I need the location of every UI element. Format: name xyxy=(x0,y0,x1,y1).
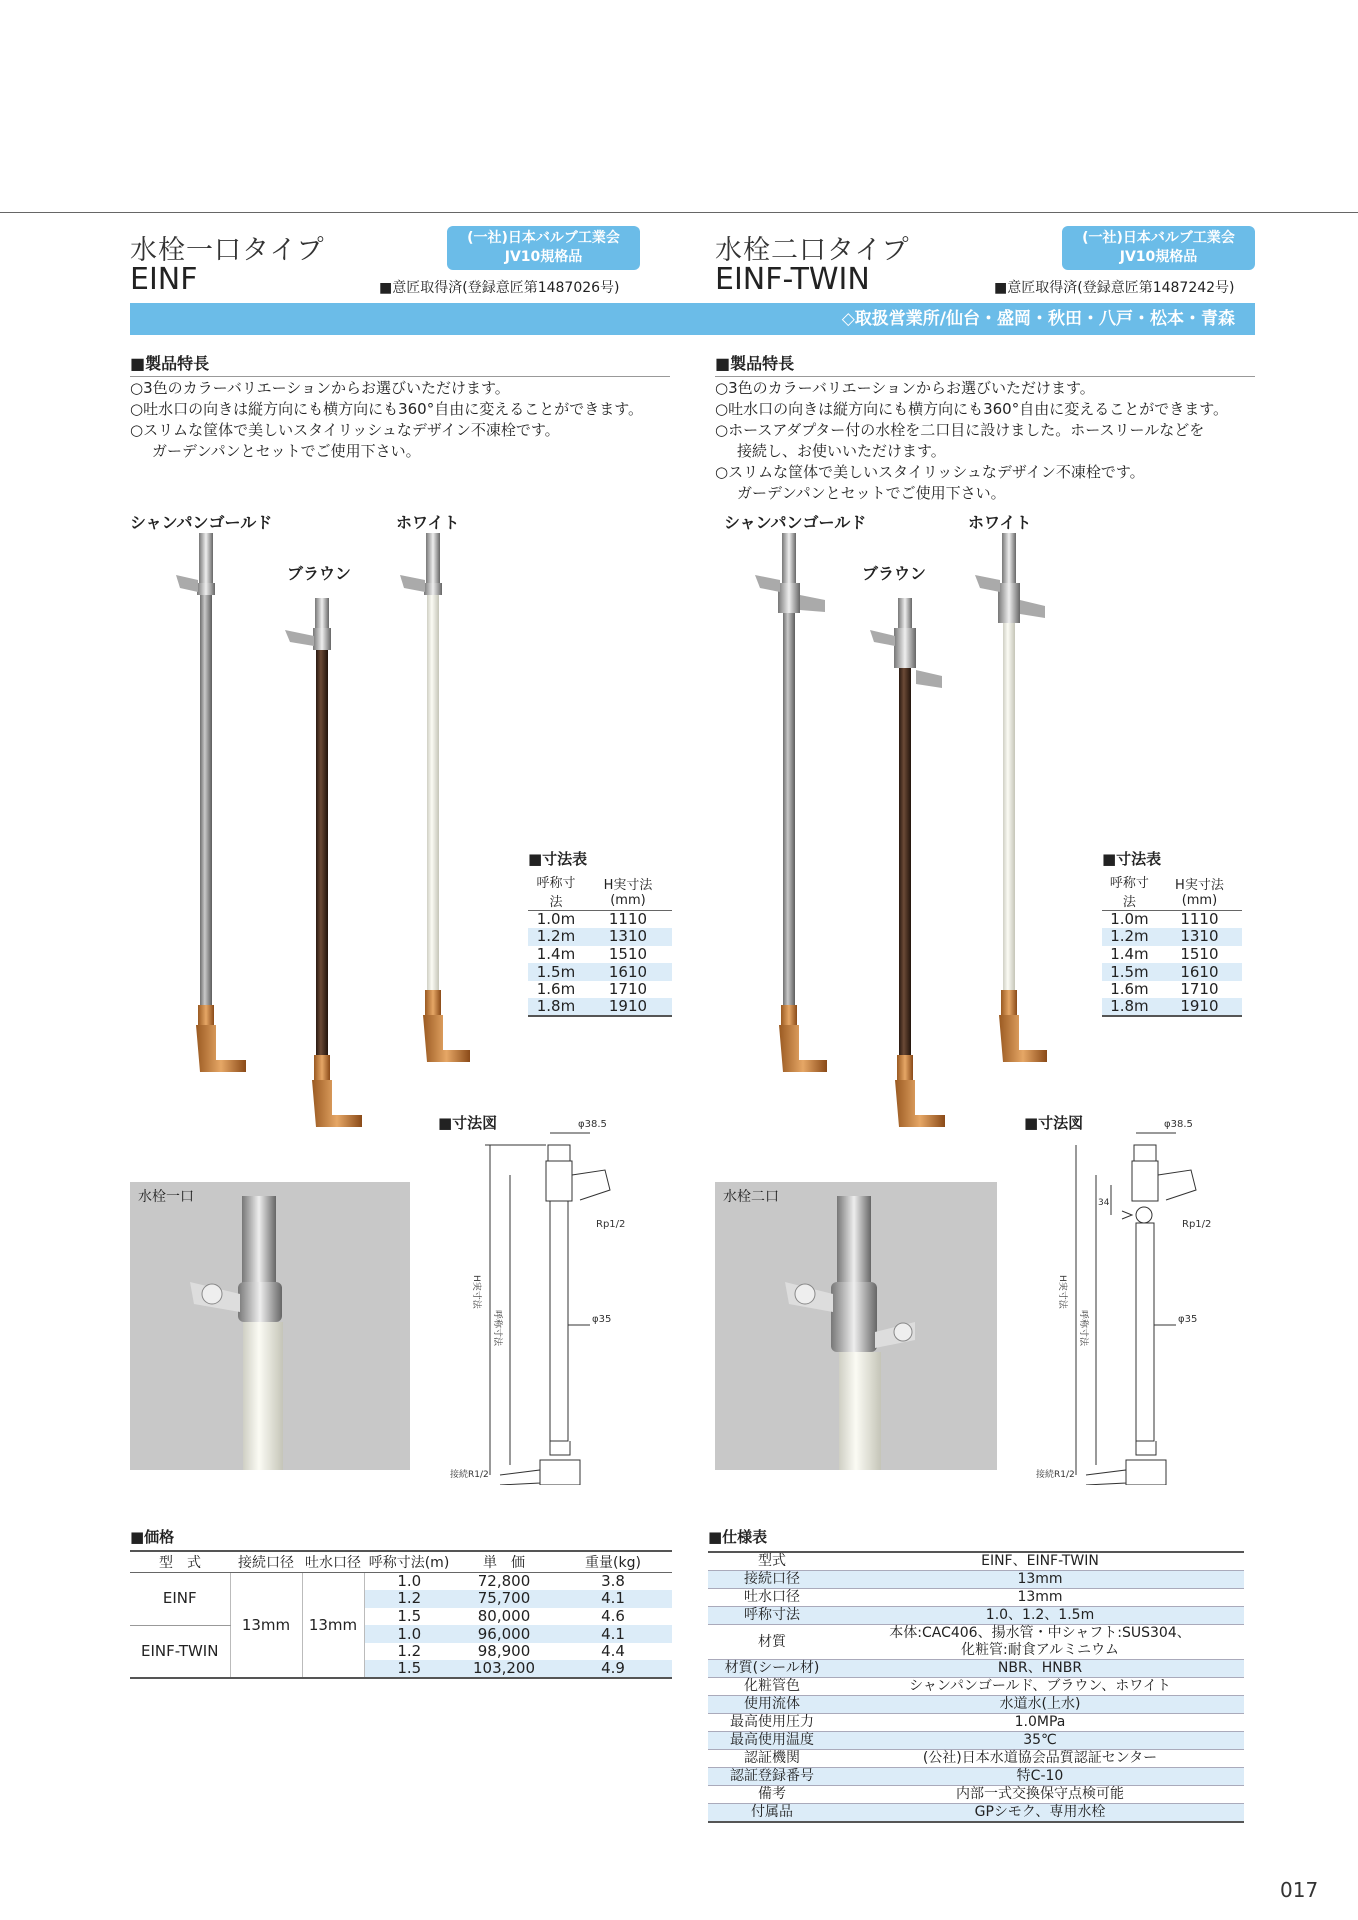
color-label-gold-left: シャンパンゴールド xyxy=(130,513,273,532)
col-price: 単 価 xyxy=(454,1551,554,1573)
faucet-white-left xyxy=(400,533,470,1062)
color-label-white-right: ホワイト xyxy=(968,513,1032,532)
badge-line2: JV10規格品 xyxy=(504,249,583,265)
model-einf-twin: EINF-TWIN xyxy=(130,1625,230,1678)
col-spout: 吐水口径 xyxy=(302,1551,364,1573)
dim-table-head-right: ■寸法表 xyxy=(1102,850,1162,868)
dim-table-head-left: ■寸法表 xyxy=(528,850,588,868)
price-table: 型 式 接続口径 吐水口径 呼称寸法(m) 単 価 重量(kg) EINF 13mm 13mm 1.0 72,800 3.8 1.2 75,700 4.1 1.5 80,000 4.6 EINF-TWIN 1.0 96,000 4.1 1.2 98,900 4.4 1.5 103,200 4.9 xyxy=(130,1550,672,1679)
feature-item: ○スリムな筐体で美しいスタイリッシュなデザイン不凍栓です。 xyxy=(130,421,560,439)
conn-label: 接続R1/2 xyxy=(450,1470,489,1480)
color-label-brown-right: ブラウン xyxy=(862,564,927,583)
title-right-en: EINF-TWIN xyxy=(715,262,870,297)
feature-item: ○スリムな筐体で美しいスタイリッシュなデザイン不凍栓です。 xyxy=(715,463,1145,481)
rp-label: Rp1/2 xyxy=(1182,1219,1212,1230)
conn-label: 接続R1/2 xyxy=(1036,1470,1075,1480)
design-reg-left: ■意匠取得済(登録意匠第1487026号) xyxy=(379,280,620,296)
badge-line1: (一社)日本バルブ工業会 xyxy=(1082,230,1235,246)
badge-line2: JV10規格品 xyxy=(1119,249,1198,265)
nominal-label: 呼称寸法 xyxy=(492,1310,502,1347)
title-left-en: EINF xyxy=(130,262,198,297)
col-h: H実寸法(mm) xyxy=(1157,872,1242,911)
dim-table-left: 呼称寸法 H実寸法(mm) 1.0m 1110 1.2m 1310 1.4m 1510 1.5m 1610 1.6m 1710 1.8m 1910 xyxy=(528,872,672,1017)
feature-item: ○吐水口の向きは縦方向にも横方向にも360°自由に変えることができます。 xyxy=(715,400,1229,418)
features-head-right: ■製品特長 xyxy=(715,351,1255,377)
dim-table-right: 呼称寸法 H実寸法(mm) 1.0m 1110 1.2m 1310 1.4m 1510 1.5m 1610 1.6m 1710 1.8m 1910 xyxy=(1102,872,1242,1017)
photo-single xyxy=(130,1182,410,1470)
col-h: H実寸法(mm) xyxy=(584,872,672,911)
nominal-label: 呼称寸法 xyxy=(1078,1310,1088,1347)
photo-label-double: 水栓二口 xyxy=(723,1189,779,1205)
feature-item: 接続し、お使いいただけます。 xyxy=(737,442,946,460)
phi-mid-label: φ35 xyxy=(592,1314,612,1325)
col-nominal: 呼称寸法(m) xyxy=(364,1551,454,1573)
feature-item: ガーデンパンとセットでご使用下さい。 xyxy=(737,484,1006,502)
col-nominal: 呼称寸法 xyxy=(1102,872,1157,911)
spec-head: ■仕様表 xyxy=(708,1528,768,1546)
price-head: ■価格 xyxy=(130,1528,175,1546)
model-einf: EINF xyxy=(130,1573,230,1626)
title-left-jp: 水栓一口タイプ xyxy=(130,235,325,266)
spec-table: 型式 EINF、EINF-TWIN 接続口径 13mm 吐水口径 13mm 呼称寸法 1.0、1.2、1.5m 材質 本体:CAC406、揚水管・中シャフト:SUS304、 化粧管:耐食アルミニウム 材質(シール材) NBR、HNBR 化粧管色 シャンパンゴールド、ブラウン、ホワイト 使用流体 水道水(上水) 最高使用圧力 1.0MPa 最高使用温度 35℃ 認証機関 (公社)日本水道協会品質認証センター 認証登録番号 特C-10 備考 内部一式交換保守点検可能 付属品 GPシモク、専用水栓 xyxy=(708,1551,1244,1823)
faucet-gold-left xyxy=(176,533,246,1072)
conn-size: 13mm xyxy=(230,1573,302,1679)
phi-mid-label: φ35 xyxy=(1178,1314,1198,1325)
faucet-gold-right xyxy=(755,533,827,1072)
dim-drawing-right xyxy=(1026,1115,1256,1485)
dim-drawing-left xyxy=(440,1115,670,1485)
color-label-gold-right: シャンパンゴールド xyxy=(724,513,867,532)
title-right-jp: 水栓二口タイプ xyxy=(715,235,910,266)
dim-drawing-head-right: ■寸法図 xyxy=(1024,1114,1084,1132)
faucet-brown-left xyxy=(285,598,362,1127)
feature-item: ○ホースアダプター付の水栓を二口目に設けました。ホースリールなどを xyxy=(715,421,1205,439)
faucet-white-right xyxy=(975,533,1047,1062)
col-conn: 接続口径 xyxy=(230,1551,302,1573)
dim-34-label: 34 xyxy=(1098,1198,1110,1208)
feature-item: ○3色のカラーバリエーションからお選びいただけます。 xyxy=(130,379,510,397)
dim-drawing-head-left: ■寸法図 xyxy=(438,1114,498,1132)
col-nominal: 呼称寸法 xyxy=(528,872,584,911)
color-label-white-left: ホワイト xyxy=(396,513,460,532)
features-head-left: ■製品特長 xyxy=(130,351,670,377)
feature-item: ○吐水口の向きは縦方向にも横方向にも360°自由に変えることができます。 xyxy=(130,400,644,418)
page-number: 017 xyxy=(1280,1878,1319,1902)
phi-top-label: φ38.5 xyxy=(578,1119,607,1130)
sales-office-bar: ◇取扱営業所/仙台・盛岡・秋田・八戸・松本・青森 xyxy=(130,303,1255,335)
h-label: H実寸法 xyxy=(471,1275,481,1309)
badge-line1: (一社)日本バルブ工業会 xyxy=(467,230,620,246)
color-label-brown-left: ブラウン xyxy=(287,564,352,583)
faucet-brown-right xyxy=(870,598,945,1127)
photo-double xyxy=(715,1182,997,1470)
col-model: 型 式 xyxy=(130,1551,230,1573)
col-weight: 重量(kg) xyxy=(554,1551,672,1573)
spout-size: 13mm xyxy=(302,1573,364,1679)
h-label: H実寸法 xyxy=(1057,1275,1067,1309)
feature-item: ○3色のカラーバリエーションからお選びいただけます。 xyxy=(715,379,1095,397)
rp-label: Rp1/2 xyxy=(596,1219,626,1230)
phi-top-label: φ38.5 xyxy=(1164,1119,1193,1130)
photo-label-single: 水栓一口 xyxy=(138,1189,194,1205)
feature-item: ガーデンパンとセットでご使用下さい。 xyxy=(152,442,421,460)
design-reg-right: ■意匠取得済(登録意匠第1487242号) xyxy=(994,280,1235,296)
